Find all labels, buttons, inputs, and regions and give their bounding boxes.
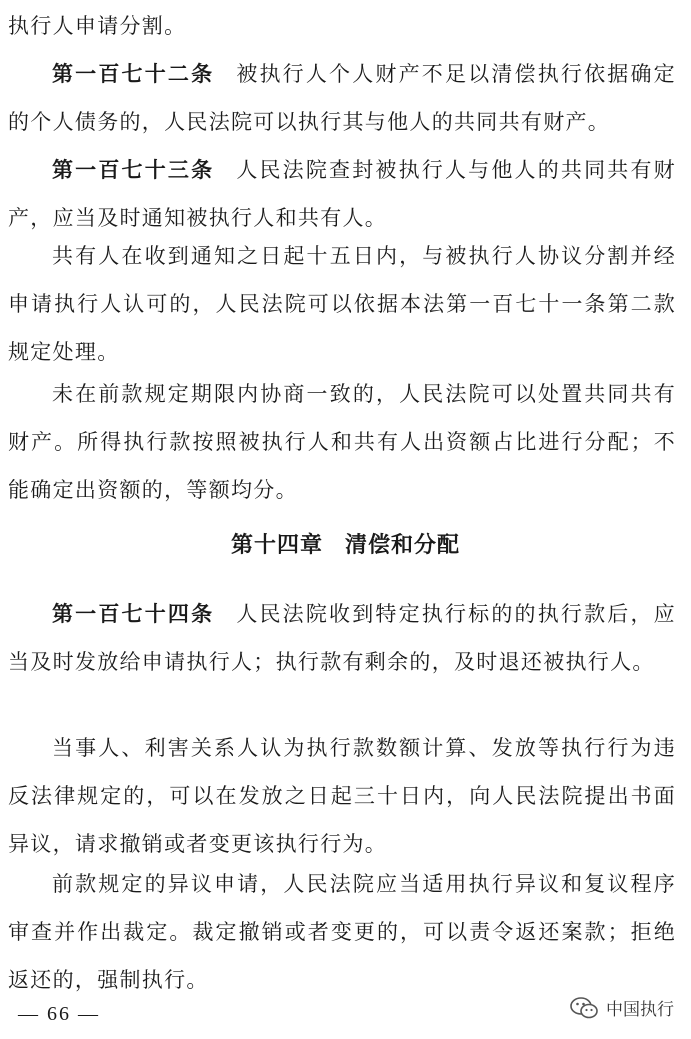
chapter-heading [0, 521, 691, 569]
paragraph-6 [8, 724, 676, 868]
watermark-label: 中国执行 [606, 1000, 674, 1020]
paragraph-text: 被执行人个人财产不足以清偿执行依据确定的个人债务的，人民法院可以执行其与他人的共同共有财产。 [8, 62, 676, 134]
article-174 [8, 590, 676, 686]
paragraph-text: 前款规定的异议申请，人民法院应当适用执行异议和复议程序审查并作出裁定。裁定撤销或者变更的，可以责令返还案款；拒绝返还的，强制执行。 [8, 872, 676, 992]
watermark [570, 995, 674, 1020]
paragraph-0 [8, 2, 676, 50]
paragraph-text: 执行人申请分割。 [8, 14, 187, 38]
paragraph-text: 未在前款规定期限内协商一致的，人民法院可以处置共同共有财产。所得执行款按照被执行人和共有人出资额占比进行分配；不能确定出资额的，等额均分。 [8, 382, 676, 502]
article-number: 第一百七十三条 [52, 157, 215, 182]
page-number: — 66 — [18, 1003, 100, 1025]
article-173 [8, 146, 676, 242]
wechat-icon [570, 996, 600, 1020]
paragraph-3 [8, 232, 676, 376]
paragraph-text: 人民法院查封被执行人与他人的共同共有财产，应当及时通知被执行人和共有人。 [8, 158, 676, 230]
chapter-title: 清偿和分配 [345, 532, 461, 558]
article-number: 第一百七十四条 [52, 601, 215, 626]
paragraph-text: 当事人、利害关系人认为执行款数额计算、发放等执行行为违反法律规定的，可以在发放之日起三十日内，向人民法院提出书面异议，请求撤销或者变更该执行行为。 [8, 736, 676, 856]
article-number: 第一百七十二条 [52, 61, 215, 86]
paragraph-7 [8, 860, 676, 1004]
article-172 [8, 50, 676, 146]
paragraph-text: 人民法院收到特定执行标的的执行款后，应当及时发放给申请执行人；执行款有剩余的，及时退还被执行人。 [8, 602, 676, 674]
chapter-number: 第十四章 [230, 532, 323, 558]
paragraph-text: 共有人在收到通知之日起十五日内，与被执行人协议分割并经申请执行人认可的，人民法院可以依据本法第一百七十一条第二款规定处理。 [8, 244, 676, 364]
paragraph-4 [8, 370, 676, 514]
